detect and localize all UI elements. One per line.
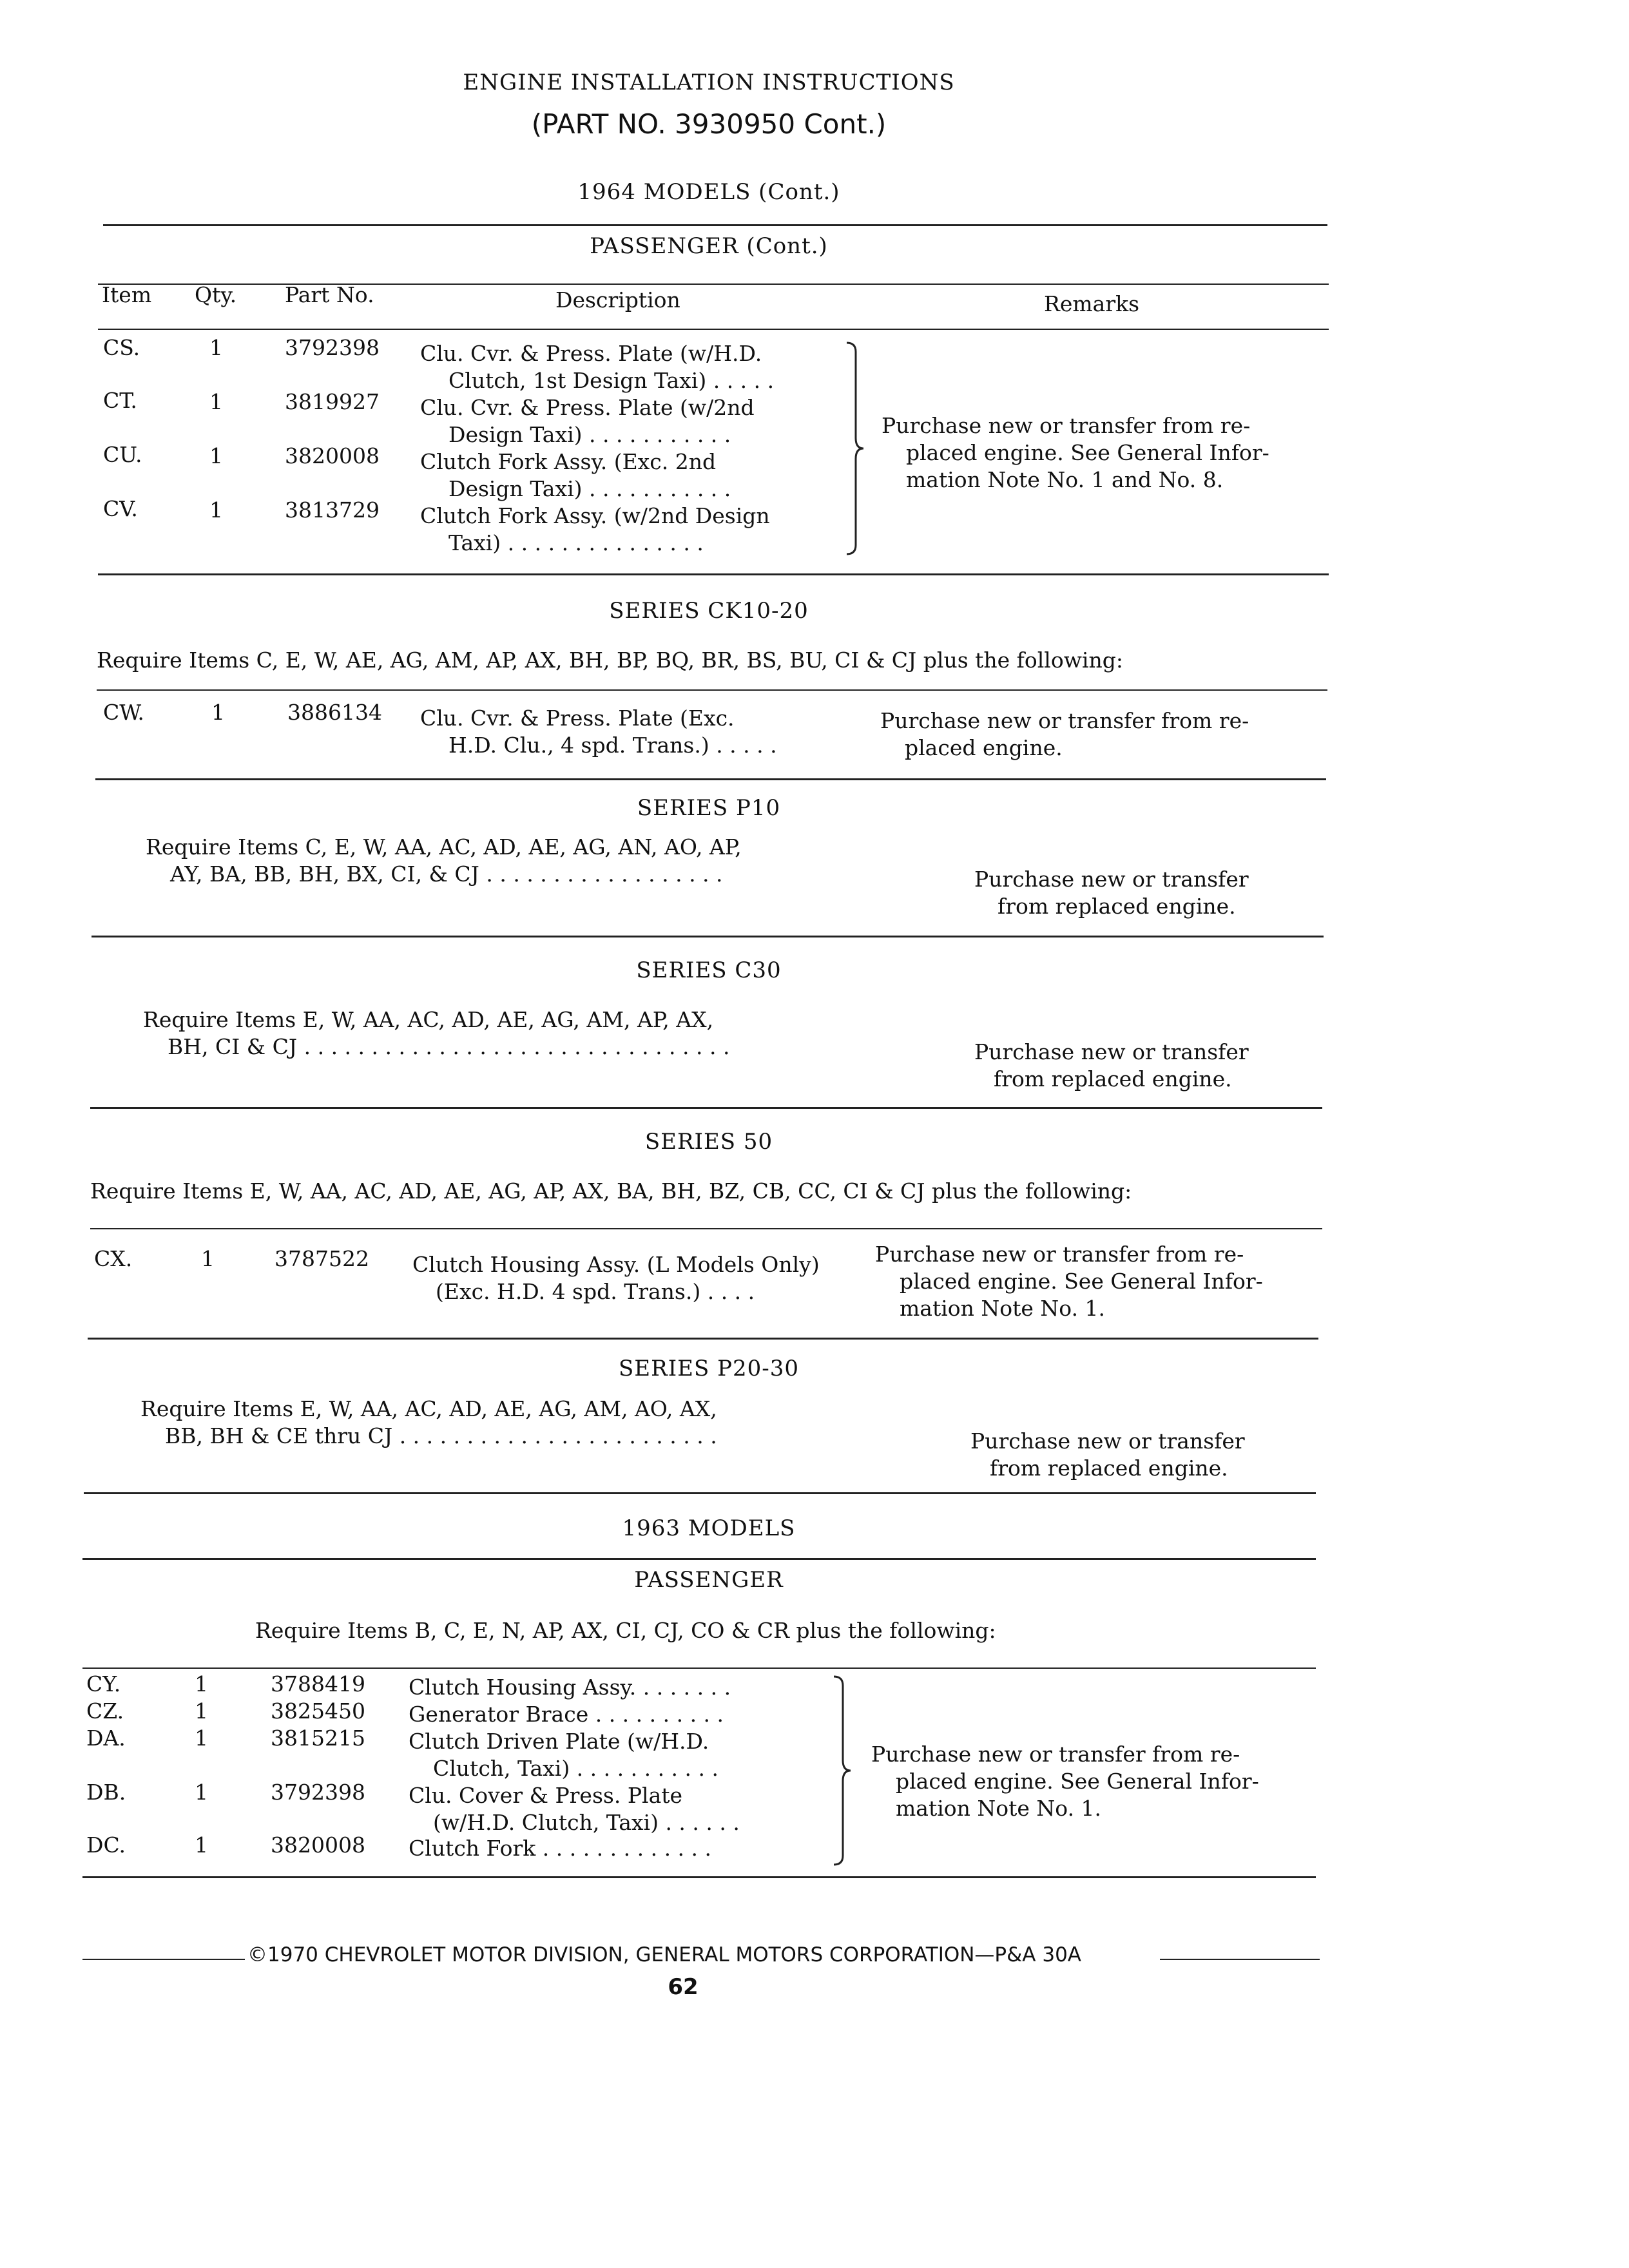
passenger-1964-heading: PASSENGER (Cont.) — [590, 233, 828, 259]
qty: 1 — [209, 443, 223, 468]
section-1963-heading: 1963 MODELS — [622, 1515, 796, 1541]
require-items: Require Items E, W, AA, AC, AD, AE, AG, AM, AO, AX, — [140, 1396, 717, 1421]
item-code: DA. — [86, 1725, 126, 1751]
require-items: Require Items E, W, AA, AC, AD, AE, AG, AM, AP, AX, — [143, 1007, 714, 1032]
divider — [82, 1558, 1316, 1560]
remark-line: placed engine. See General Infor- — [906, 440, 1269, 465]
brace-icon — [844, 340, 870, 557]
part-number: 3820008 — [285, 443, 380, 468]
series-50-heading: SERIES 50 — [644, 1129, 773, 1155]
footer-copyright: ©1970 CHEVROLET MOTOR DIVISION, GENERAL MOTORS CORPORATION—P&A 30A — [247, 1943, 1082, 1966]
item-code: CV. — [103, 496, 138, 521]
page-number: 62 — [668, 1974, 699, 2000]
item-code: DB. — [86, 1780, 126, 1805]
remark-line: from replaced engine. — [990, 1456, 1228, 1481]
item-code: CS. — [103, 335, 140, 360]
require-items: Require Items C, E, W, AA, AC, AD, AE, AG, AN, AO, AP, — [146, 834, 742, 860]
qty: 1 — [209, 335, 223, 360]
item-code: CZ. — [86, 1698, 124, 1724]
qty: 1 — [209, 497, 223, 523]
part-number: 3815215 — [271, 1725, 365, 1751]
part-number: 3819927 — [285, 389, 380, 414]
remark-line: mation Note No. 1. — [896, 1796, 1102, 1821]
divider — [97, 689, 1327, 691]
description-line: Generator Brace . . . . . . . . . . — [409, 1702, 724, 1727]
description-line: Clutch Housing Assy. (L Models Only) — [412, 1252, 820, 1277]
col-header-part: Part No. — [285, 282, 374, 307]
part-number: 3788419 — [271, 1671, 365, 1696]
series-p10-heading: SERIES P10 — [637, 795, 781, 821]
remark-line: Purchase new or transfer — [970, 1428, 1245, 1454]
qty: 1 — [195, 1832, 208, 1858]
item-code: CU. — [103, 442, 142, 467]
part-number: 3886134 — [287, 700, 382, 725]
description-line: Clu. Cvr. & Press. Plate (w/H.D. — [420, 341, 762, 366]
remark-line: from replaced engine. — [998, 894, 1236, 919]
section-1964-heading: 1964 MODELS (Cont.) — [577, 179, 840, 205]
part-number: 3813729 — [285, 497, 380, 523]
qty: 1 — [195, 1780, 208, 1805]
description-line: Clutch Driven Plate (w/H.D. — [409, 1729, 709, 1754]
col-header-remarks: Remarks — [1044, 291, 1140, 316]
remark-line: Purchase new or transfer — [974, 867, 1249, 892]
description-line: Design Taxi) . . . . . . . . . . . — [448, 422, 731, 447]
divider — [82, 1876, 1316, 1878]
divider — [84, 1492, 1316, 1494]
part-number: 3825450 — [271, 1698, 365, 1724]
divider — [92, 936, 1324, 937]
divider — [90, 1228, 1322, 1229]
description-line: Clutch Fork Assy. (Exc. 2nd — [420, 449, 717, 474]
qty: 1 — [201, 1246, 215, 1271]
require-items: BH, CI & CJ . . . . . . . . . . . . . . . . . . . . . . . . . . . . . . . . — [168, 1034, 730, 1059]
item-code: CX. — [94, 1246, 133, 1271]
page-title: ENGINE INSTALLATION INSTRUCTIONS — [463, 70, 955, 95]
description-line: Clutch, 1st Design Taxi) . . . . . — [448, 368, 775, 393]
divider — [98, 284, 1329, 285]
require-items: BB, BH & CE thru CJ . . . . . . . . . . . . . . . . . . . . . . . . — [165, 1423, 717, 1448]
divider — [82, 1667, 1316, 1669]
footer-rule — [82, 1959, 245, 1960]
part-number: 3820008 — [271, 1832, 365, 1858]
footer-rule — [1160, 1959, 1320, 1960]
remark-line: mation Note No. 1 and No. 8. — [906, 467, 1224, 492]
remark-line: placed engine. — [905, 735, 1063, 760]
remark-line: Purchase new or transfer from re- — [875, 1242, 1244, 1267]
remark-line: from replaced engine. — [994, 1066, 1232, 1091]
part-number: 3792398 — [285, 335, 380, 360]
item-code: CY. — [86, 1671, 121, 1696]
item-code: CW. — [103, 700, 144, 725]
description-line: (w/H.D. Clutch, Taxi) . . . . . . — [433, 1810, 740, 1835]
col-header-item: Item — [102, 282, 152, 307]
item-code: DC. — [86, 1832, 126, 1858]
description-line: Clu. Cover & Press. Plate — [409, 1783, 683, 1808]
series-c30-heading: SERIES C30 — [636, 957, 782, 983]
require-items: Require Items E, W, AA, AC, AD, AE, AG, AP, AX, BA, BH, BZ, CB, CC, CI & CJ plus the following: — [90, 1178, 1132, 1204]
description-line: H.D. Clu., 4 spd. Trans.) . . . . . — [448, 733, 777, 758]
remark-line: placed engine. See General Infor- — [896, 1769, 1259, 1794]
description-line: Clutch, Taxi) . . . . . . . . . . . — [433, 1756, 718, 1781]
col-header-qty: Qty. — [195, 282, 237, 307]
description-line: Clu. Cvr. & Press. Plate (Exc. — [420, 706, 735, 731]
item-code: CT. — [103, 388, 137, 413]
divider — [90, 1107, 1322, 1109]
description-line: Clutch Fork . . . . . . . . . . . . . — [409, 1836, 712, 1861]
divider — [98, 329, 1329, 330]
part-number: 3792398 — [271, 1780, 365, 1805]
remark-line: mation Note No. 1. — [900, 1296, 1106, 1321]
divider — [95, 778, 1326, 780]
brace-icon — [831, 1674, 857, 1867]
remark-line: Purchase new or transfer from re- — [882, 413, 1251, 438]
series-ck10-20-heading: SERIES CK10-20 — [609, 598, 809, 624]
divider — [98, 573, 1329, 575]
description-line: Design Taxi) . . . . . . . . . . . — [448, 476, 731, 501]
qty: 1 — [195, 1671, 208, 1696]
description-line: Clutch Fork Assy. (w/2nd Design — [420, 503, 770, 528]
qty: 1 — [195, 1698, 208, 1724]
col-header-description: Description — [555, 287, 680, 312]
qty: 1 — [195, 1725, 208, 1751]
remark-line: placed engine. See General Infor- — [900, 1269, 1263, 1294]
description-line: Clutch Housing Assy. . . . . . . . — [409, 1675, 731, 1700]
divider — [88, 1338, 1318, 1340]
require-items: AY, BA, BB, BH, BX, CI, & CJ . . . . . . . . . . . . . . . . . . — [170, 861, 723, 887]
require-items: Require Items C, E, W, AE, AG, AM, AP, AX, BH, BP, BQ, BR, BS, BU, CI & CJ plus the following: — [97, 648, 1124, 673]
divider — [103, 224, 1327, 226]
remark-line: Purchase new or transfer from re- — [880, 708, 1249, 733]
qty: 1 — [211, 700, 225, 725]
description-line: Clu. Cvr. & Press. Plate (w/2nd — [420, 395, 755, 420]
remark-line: Purchase new or transfer from re- — [871, 1742, 1240, 1767]
qty: 1 — [209, 389, 223, 414]
passenger-1963-heading: PASSENGER — [634, 1567, 784, 1593]
remark-line: Purchase new or transfer — [974, 1039, 1249, 1064]
series-p20-30-heading: SERIES P20-30 — [619, 1356, 799, 1381]
page-subtitle: (PART NO. 3930950 Cont.) — [531, 108, 887, 140]
description-line: Taxi) . . . . . . . . . . . . . . . — [448, 530, 704, 555]
part-number: 3787522 — [275, 1246, 369, 1271]
description-line: (Exc. H.D. 4 spd. Trans.) . . . . — [436, 1279, 755, 1304]
require-items: Require Items B, C, E, N, AP, AX, CI, CJ, CO & CR plus the following: — [255, 1618, 996, 1643]
